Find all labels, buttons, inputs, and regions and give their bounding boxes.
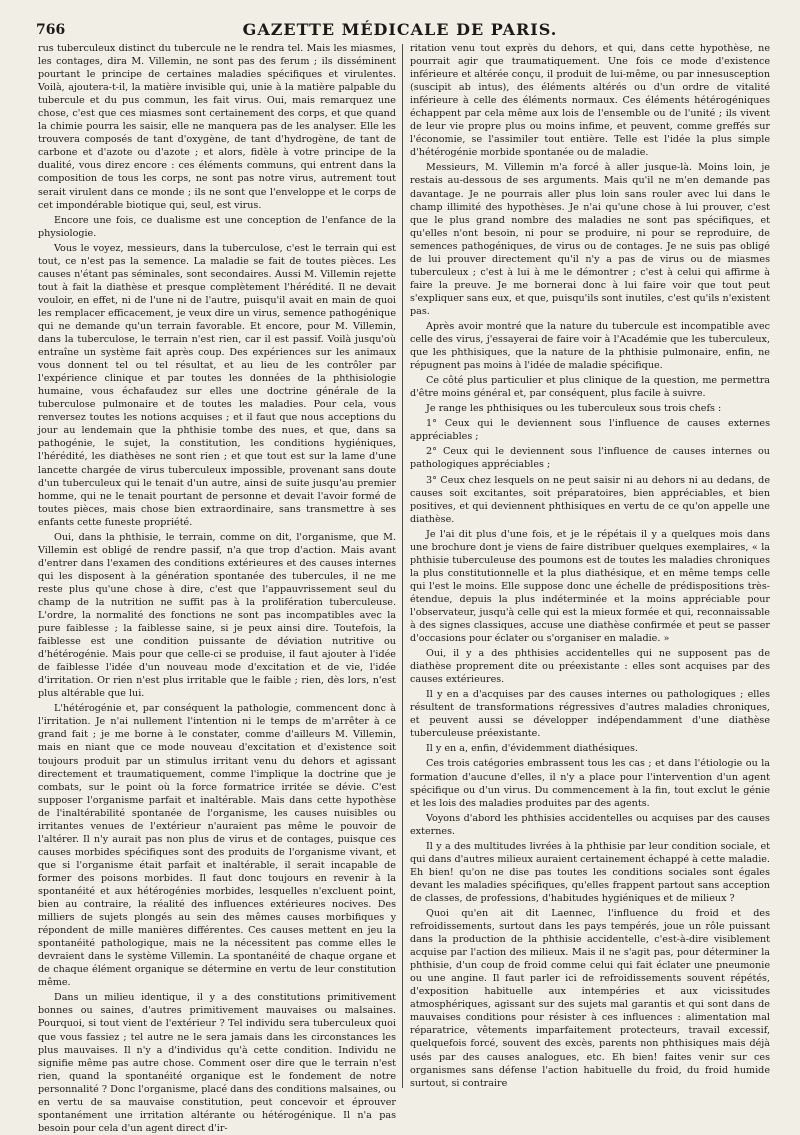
journal-title: GAZETTE MÉDICALE DE PARIS. (242, 20, 558, 39)
right-paragraph: 3° Ceux chez lesquels on ne peut saisir ni au dehors ni au dedans, de causes soit excitantes, soit préparatoires, bien appréciables, et bien positives, et qui deviennent phthisiques en vertu de ce qu'on appelle une diathèse. (410, 474, 770, 525)
right-paragraph: Je l'ai dit plus d'une fois, et je le répétais il y a quelques mois dans une brochure dont je viens de faire distribuer quelques exemplaires, « la phthisie tuberculeuse des poumons est de toutes les maladies chroniques la plus constitutionnelle et la plus diathésique, et en même temps celle qui l'est le moins. Elle suppose donc une échelle de prédispositions très-étendue, depuis la plus indéterminée et la moins appréciable pour l'observateur, jusqu'à celle qui est la mieux formée et qui, reconnaissable à des signes classiques, accuse une diathèse confirmée et peut se passer d'occasions pour éclater ou s'organiser en maladie. » (410, 528, 770, 645)
left-column (38, 42, 396, 1134)
right-paragraph: 1° Ceux qui le deviennent sous l'influence de causes externes appréciables ; (410, 418, 770, 443)
right-paragraph: Voyons d'abord les phthisies accidentelles ou acquises par des causes externes. (410, 812, 770, 837)
right-paragraph: Je range les phthisiques ou les tuberculeux sous trois chefs : (426, 403, 722, 415)
right-paragraph: Il y en a, enfin, d'évidemment diathésiques. (426, 743, 638, 755)
right-paragraph: Oui, il y a des phthisies accidentelles qui ne supposent pas de diathèse proprement dite ou préexistante : elles sont acquises par des causes extérieures. (410, 648, 770, 686)
left-paragraph: Dans un milieu identique, il y a des constitutions primitivement bonnes ou saines, d'autres primitivement mauvaises ou malsaines. Pourquoi, si tout vient de l'extérieur ? Tel individu sera tuberculeux quoi que vous fassiez ; tel autre ne le sera jamais dans les circonstances les plus mauvaises. Il n'y a d'individus qu'à cette condition. Individu ne signifie même pas autre chose. Comment oser dire que le terrain n'est rien, quand la spontanéité organique est le fondement de notre personnalité ? Donc l'organisme, placé dans des conditions malsaines, ou en vertu de sa mauvaise constitution, peut concevoir et éprouver spontanément une irritation altérante ou hétérogénique. Il n'a pas besoin pour cela d'un agent direct d'ir- (38, 992, 396, 1134)
left-paragraph: L'hétérogénie et, par conséquent la pathologie, commencent donc à l'irritation. Je n'ai nullement l'intention ni le temps de m'arrêter à ce grand fait ; je me borne à le constater, comme d'ailleurs M. Villemin, mais en niant que ce mode nouveau d'excitation et d'existence soit toujours produit par un stimulus irritant venu du dehors et agissant directement et traumatiquement, comme l'implique la doctrine que je combats, sur le point où la force formatrice irritée se dévie. C'est supposer l'organisme parfait et inaltérable. Mais dans cette hypothèse de l'inaltérabilité spontanée de l'organisme, les causes nuisibles ou irritantes venues de l'extérieur n'auraient pas même le pouvoir de l'altérer. Il n'y aurait pas non plus de virus et de contages, puisque ces causes morbides spécifiques sont des produits de l'organisme vivant, et que si l'organisme était parfait et inaltérable, il serait incapable de former des poisons morbides. Il faut donc toujours en revenir à la spontanéité et aux hétérogénies morbides, lesquelles n'excluent point, bien au contraire, la réalité des influences extérieures nocives. Des milliers de sujets plongés au sein des mêmes causes morbifiques y répondent de mille manières différentes. Ces causes mettent en jeu la spontanéité pathologique, mais ne la nécessitent pas comme elles le devraient dans le système Villemin. La spontanéité de chaque organe et de chaque élément organique se détermine en vertu de leur constitution même. (38, 703, 396, 989)
right-paragraph: Ce côté plus particulier et plus clinique de la question, me permettra d'être moins général et, par conséquent, plus facile à suivre. (410, 375, 770, 400)
right-paragraph: Il y a des multitudes livrées à la phthisie par leur condition sociale, et qui dans d'autres milieux auraient certainement échappé à cette maladie. Eh bien! qu'on ne dise pas toutes les conditions sociales sont égales devant les maladies spécifiques, qu'elles frappent partout sans acception de classes, de professions, d'habitudes hygiéniques et de milieux ? (410, 840, 770, 904)
right-paragraph: Ces trois catégories embrassent tous les cas ; et dans l'étiologie ou la formation d'aucune d'elles, il n'y a place pour l'intervention d'un agent spécifique ou d'un virus. Du commencement à la fin, tout exclut le génie et les lois des maladies produites par des agents. (410, 758, 770, 809)
left-paragraph: rus tuberculeux distinct du tubercule ne le rendra tel. Mais les miasmes, les contages, dira M. Villemin, ne sont pas des ferum ; ils disséminent pourtant le principe de certaines maladies spécifiques et virulentes. Voilà, ajoutera-t-il, la matière invisible qui, unie à la matière palpable du tubercule et du pus commun, les fait virus. Oui, mais remarquez une chose, c'est que ces miasmes sont certainement des corps, et que quand la chimie pourra les saisir, elle ne manquera pas de les analyser. Elle les trouvera composés de tant d'oxygène, de tant d'hydrogène, de tant de carbone et d'azote ou d'azote ; et alors, fidèle à votre principe de la dualité, vous direz encore : ces éléments communs, qui entrent dans la composition de tous les corps, ne sont pas notre virus, autrement tout serait virulent dans ce monde ; ils ne sont que l'enveloppe et le corps de cet impondérable biotique qui, seul, est virus. (38, 43, 396, 211)
right-paragraph: ritation venu tout exprès du dehors, et qui, dans cette hypothèse, ne pourrait agir que traumatiquement. Une fois ce mode d'existence inférieure et altérée conçu, il produit de lui-même, ou par innesusception (suscipit ab intus), des éléments altérés ou d'un ordre de vitalité inférieure à celle des éléments normaux. Ces éléments hétérogéniques échappent par cela même aux lois de l'ensemble ou de l'unité ; ils vivent de leur vie propre plus ou moins infime, et peuvent, comme greffés sur l'économie, se l'assimiler tout entière. Telle est l'idée la plus simple d'hétérogénie morbide spontanée ou de maladie. (410, 43, 770, 159)
right-paragraph: Messieurs, M. Villemin m'a forcé à aller jusque-là. Moins loin, je restais au-dessous de ses arguments. Mais qu'il ne m'en demande pas davantage. Je ne pourrais aller plus loin sans rouler avec lui dans le champ illimité des hypothèses. Je n'ai qu'une chose à lui prouver, c'est que le plus grand nombre des maladies ne sont pas spécifiques, et qu'elles n'ont besoin, ni pour se produire, ni pour se reproduire, de semences pathogéniques, de virus ou de contages. Je ne suis pas obligé de lui prouver directement qu'il n'y a pas de virus ou de miasmes tuberculeux ; c'est à lui à me le démontrer ; c'est à celui qui affirme à faire la preuve. Je me bornerai donc à lui faire voir que tout peut s'expliquer sans eux, et que, puisqu'ils sont inutiles, c'est qu'ils n'existent pas. (410, 162, 770, 317)
page-number: 766 (36, 22, 66, 38)
right-column (410, 42, 770, 1088)
column-divider (402, 44, 403, 1088)
left-paragraph: Vous le voyez, messieurs, dans la tuberculose, c'est le terrain qui est tout, ce n'est pas la semence. La maladie se fait de toutes pièces. Les causes n'étant pas séminales, sont secondaires. Aussi M. Villemin rejette tout à fait la diathèse et presque complètement l'hérédité. Il ne devait vouloir, en effet, ni de l'une ni de l'autre, puisqu'il avait en main de quoi les remplacer efficacement, je veux dire un virus, semence pathogénique qui ne demande qu'un terrain favorable. Et encore, pour M. Villemin, dans la tuberculose, le terrain n'est rien, car il est passif. Voilà jusqu'où entraîne un système fait après coup. Des expériences sur les animaux vous donnent tel ou tel résultat, et au lieu de les contrôler par l'expérience clinique et par toutes les données de la phthisiologie humaine, vous échafaudez sur elles une doctrine générale de la tuberculose pulmonaire et de toutes les maladies. Pour cela, vous renversez toutes les notions acquises ; et il faut que nous acceptions du jour au lendemain que la phthisie tombe des nues, et que, dans sa pathogénie, le sujet, la constitution, les conditions hygiéniques, l'hérédité, les diathèses ne sont rien ; et que tout est sur la lame d'une lancette chargée de virus tuberculeux impossible, provenant sans doute d'un tuberculeux qui le tenait d'un autre, ainsi de suite jusqu'au premier homme, qui ne le tenait pourtant de personne et devait l'avoir formé de toutes pièces, mais chose bien extraordinaire, sans transmettre à ses enfants cette funeste propriété. (38, 242, 396, 528)
page-header (0, 0, 800, 40)
right-paragraph: Après avoir montré que la nature du tubercule est incompatible avec celle des virus, j'essayerai de faire voir à l'Académie que les tuberculeux, que les phthisiques, que la nature de la phthisie pulmonaire, enfin, ne répugnent pas moins à l'idée de maladie spécifique. (410, 320, 770, 372)
left-paragraph: Encore une fois, ce dualisme est une conception de l'enfance de la physiologie. (38, 214, 396, 239)
right-paragraph: 2° Ceux qui le deviennent sous l'influence de causes internes ou pathologiques appréciables ; (410, 446, 770, 471)
right-paragraph: Quoi qu'en ait dit Laennec, l'influence du froid et des refroidissements, surtout dans les pays tempérés, joue un rôle puissant dans la production de la phthisie accidentelle, c'est-à-dire visiblement acquise par l'action des milieux. Mais il ne s'agit pas, pour déterminer la phthisie, d'un coup de froid comme celui qui fait éclater une pneumonie ou une angine. Il faut parler ici de refroidissements souvent répétés, d'exposition habituelle aux intempéries et aux vicissitudes atmosphériques, agissant sur des sujets mal garantis et qui sont dans de mauvaises conditions pour résister à ces influences : alimentation mal réparatrice, vêtements imparfaitement protecteurs, travail excessif, quelquefois forcé, souvent des excès, parents non phthisiques mais déjà usés par des causes analogues, etc. Eh bien! faites venir sur ces organismes sans défense l'action habituelle du froid, du froid humide surtout, si contraire (410, 908, 770, 1089)
left-paragraph: Oui, dans la phthisie, le terrain, comme on dit, l'organisme, que M. Villemin est obligé de rendre passif, n'a que trop d'action. Mais avant d'entrer dans l'examen des conditions extérieures et des causes internes qui les disposent à la génération spontanée des tubercules, il ne me reste plus qu'une chose à dire, c'est que l'appauvrissement seul du champ de la nutrition ne suffit pas à la prolifération tuberculeuse. L'ordre, la normalité des fonctions ne sont pas incompatibles avec la pure faiblesse ; la faiblesse saine, si je peux ainsi dire. Toutefois, la faiblesse est une condition puissante de déviation nutritive ou d'hétérogénie. Mais pour que celle-ci se produise, il faut ajouter à l'idée de faiblesse l'idée d'un nouveau mode d'excitation et de vie, l'idée d'irritation. Or rien n'est plus irritable que le faible ; rien, dès lors, n'est plus altérable que lui. (38, 531, 396, 700)
right-paragraph: Il y en a d'acquises par des causes internes ou pathologiques ; elles résultent de transformations régressives d'autres maladies chroniques, et peuvent aussi se développer indépendamment d'une diathèse tuberculeuse préexistante. (410, 689, 770, 740)
